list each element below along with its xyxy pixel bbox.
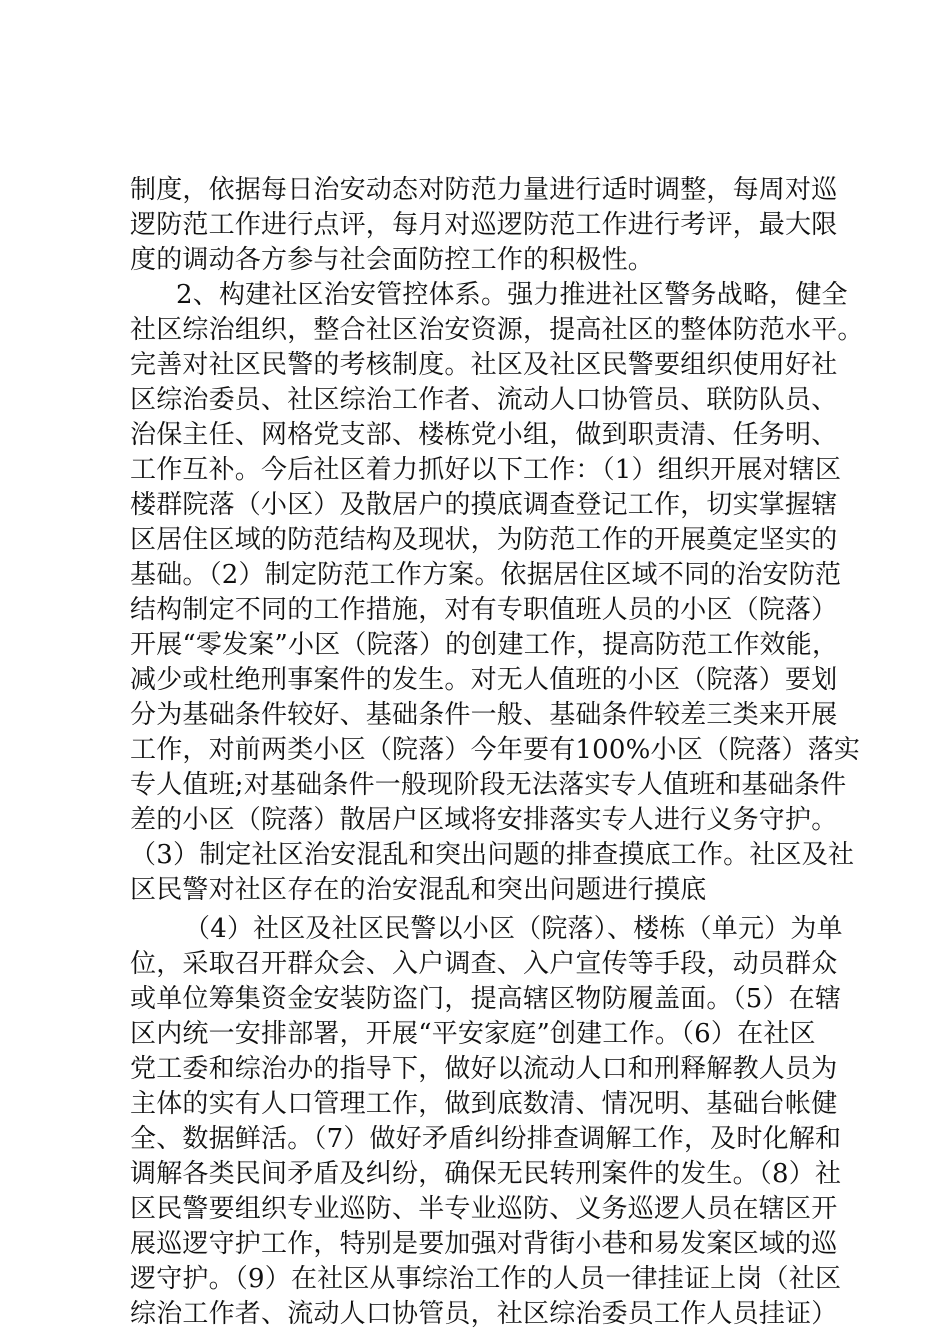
text-line: 工作互补。今后社区着力抓好以下工作：（1）组织开展对辖区 [130, 455, 842, 485]
text-line: 完善对社区民警的考核制度。社区及社区民警要组织使用好社 [130, 350, 838, 380]
text-line: 减少或杜绝刑事案件的发生。对无人值班的小区（院落）要划 [130, 665, 838, 695]
text-line: 治保主任、网格党支部、楼栋党小组，做到职责清、任务明、 [130, 420, 838, 450]
text-line: 区内统一安排部署，开展“平安家庭”创建工作。（6）在社区 [130, 1019, 816, 1049]
text-line: 开展“零发案”小区（院落）的创建工作，提高防范工作效能， [130, 630, 839, 660]
text-line: 2、构建社区治安管控体系。强力推进社区警务战略，健全 [176, 280, 848, 310]
text-line: 专人值班;对基础条件一般现阶段无法落实专人值班和基础条件 [130, 770, 847, 800]
text-line: 逻守护。（9）在社区从事综治工作的人员一律挂证上岗（社区 [130, 1264, 842, 1294]
text-line: （3）制定社区治安混乱和突出问题的排查摸底工作。社区及社 [130, 840, 855, 870]
text-line: 区综治委员、社区综治工作者、流动人口协管员、联防队员、 [130, 385, 838, 415]
text-line: 主体的实有人口管理工作，做到底数清、情况明、基础台帐健 [130, 1089, 838, 1119]
text-line: 逻防范工作进行点评，每月对巡逻防范工作进行考评，最大限 [130, 210, 838, 240]
text-line: 楼群院落（小区）及散居户的摸底调查登记工作，切实掌握辖 [130, 490, 838, 520]
text-line: 社区综治组织，整合社区治安资源，提高社区的整体防范水平。 [130, 315, 864, 345]
text-line: 全、数据鲜活。（7）做好矛盾纠纷排查调解工作，及时化解和 [130, 1124, 842, 1154]
text-line: 展巡逻守护工作，特别是要加强对背街小巷和易发案区域的巡 [130, 1229, 838, 1259]
text-line: 度的调动各方参与社会面防控工作的积极性。 [130, 245, 655, 275]
text-line: 结构制定不同的工作措施，对有专职值班人员的小区（院落） [130, 595, 838, 625]
text-line: 调解各类民间矛盾及纠纷，确保无民转刑案件的发生。（8）社 [130, 1159, 842, 1189]
text-line: 工作，对前两类小区（院落）今年要有100%小区（院落）落实 [130, 735, 861, 765]
text-line: 区民警对社区存在的治安混乱和突出问题进行摸底 [130, 875, 707, 905]
text-line: 综治工作者、流动人口协管员，社区综治委员工作人员挂证） [130, 1299, 838, 1329]
text-line: 制度，依据每日治安动态对防范力量进行适时调整，每周对巡 [130, 175, 838, 205]
text-line: 差的小区（院落）散居户区域将安排落实专人进行义务守护。 [130, 805, 838, 835]
text-line: 分为基础条件较好、基础条件一般、基础条件较差三类来开展 [130, 700, 838, 730]
text-line: 区民警要组织专业巡防、半专业巡防、义务巡逻人员在辖区开 [130, 1194, 838, 1224]
text-line: 位，采取召开群众会、入户调查、入户宣传等手段，动员群众 [130, 949, 838, 979]
text-line: 党工委和综治办的指导下，做好以流动人口和刑释解教人员为 [130, 1054, 838, 1084]
text-line: 或单位筹集资金安装防盗门，提高辖区物防履盖面。（5）在辖 [130, 984, 842, 1014]
text-line: 区居住区域的防范结构及现状，为防范工作的开展奠定坚实的 [130, 525, 838, 555]
text-line: 基础。（2）制定防范工作方案。依据居住区域不同的治安防范 [130, 560, 842, 590]
text-line: （4）社区及社区民警以小区（院落）、楼栋（单元）为单 [184, 914, 843, 944]
